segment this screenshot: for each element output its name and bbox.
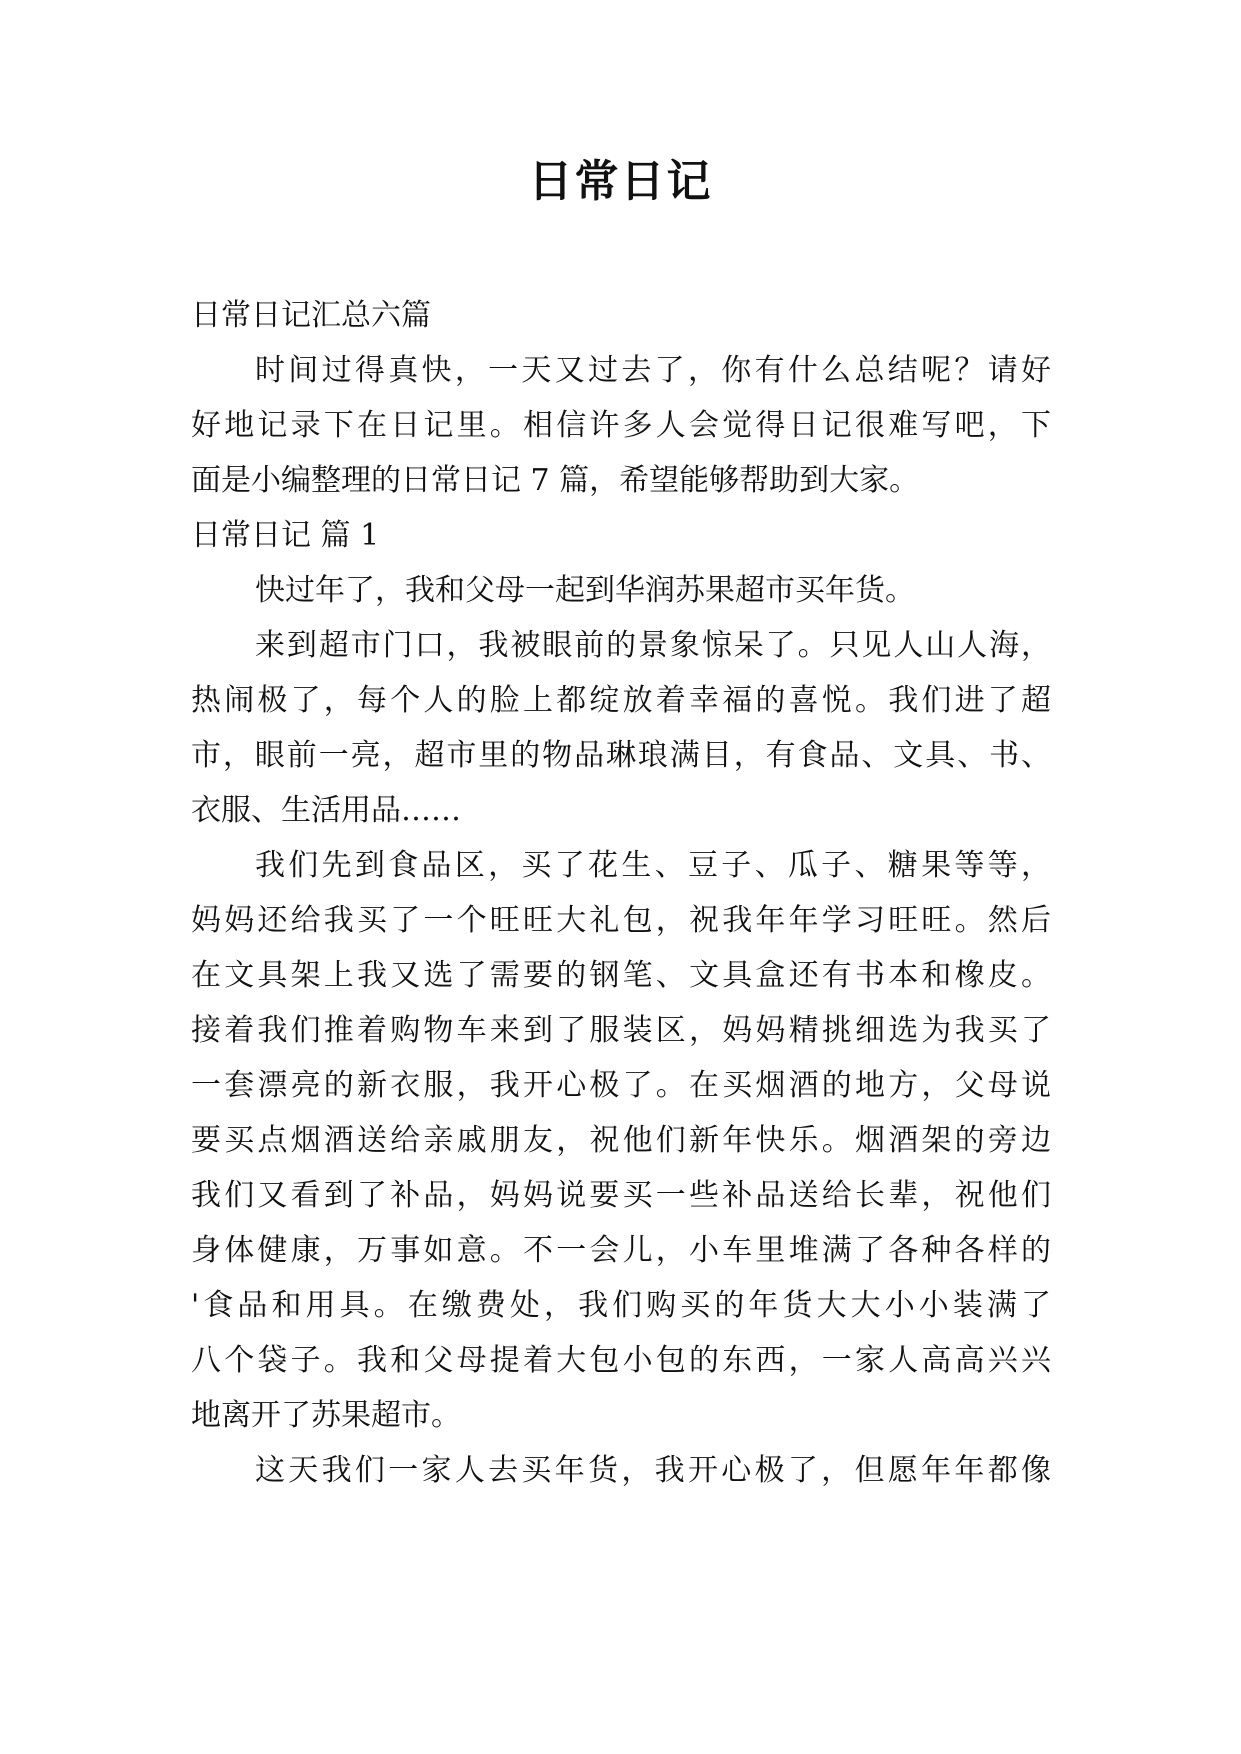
- text-line: 身体健康，万事如意。不一会儿，小车里堆满了各种各样的: [191, 1233, 1051, 1268]
- text-line: 地离开了苏果超市。: [191, 1398, 461, 1433]
- text-line: 衣服、生活用品……: [191, 793, 461, 828]
- text-line: 时间过得真快，一天又过去了，你有什么总结呢？请好: [255, 353, 1051, 388]
- text-line: 接着我们推着购物车来到了服装区，妈妈精挑细选为我买了: [191, 1013, 1051, 1048]
- text-line: 好地记录下在日记里。相信许多人会觉得日记很难写吧，下: [191, 408, 1051, 443]
- text-line: 一套漂亮的新衣服，我开心极了。在买烟酒的地方，父母说: [191, 1068, 1051, 1103]
- text-line: 面是小编整理的日常日记 7 篇，希望能够帮助到大家。: [191, 463, 920, 498]
- text-line: 这天我们一家人去买年货，我开心极了，但愿年年都像: [255, 1453, 1051, 1488]
- text-line: 日常日记 篇 1: [191, 518, 380, 553]
- text-line: 八个袋子。我和父母提着大包小包的东西，一家人高高兴兴: [191, 1343, 1051, 1378]
- text-line: 日常日记汇总六篇: [191, 298, 431, 333]
- text-line: 热闹极了，每个人的脸上都绽放着幸福的喜悦。我们进了超: [191, 683, 1051, 718]
- text-line: 要买点烟酒送给亲戚朋友，祝他们新年快乐。烟酒架的旁边: [191, 1123, 1051, 1158]
- text-line: 我们先到食品区，买了花生、豆子、瓜子、糖果等等，: [255, 848, 1051, 883]
- document-body: [191, 288, 1051, 1498]
- text-line: '食品和用具。在缴费处，我们购买的年货大大小小装满了: [191, 1288, 1051, 1323]
- text-line: 我们又看到了补品，妈妈说要买一些补品送给长辈，祝他们: [191, 1178, 1051, 1213]
- text-line: 快过年了，我和父母一起到华润苏果超市买年货。: [255, 573, 915, 608]
- text-line: 在文具架上我又选了需要的钢笔、文具盒还有书本和橡皮。: [191, 958, 1051, 993]
- document-title: 日常日记: [528, 156, 713, 207]
- text-line: 市，眼前一亮，超市里的物品琳琅满目，有食品、文具、书、: [191, 738, 1051, 773]
- text-line: 妈妈还给我买了一个旺旺大礼包，祝我年年学习旺旺。然后: [191, 903, 1051, 938]
- text-line: 来到超市门口，我被眼前的景象惊呆了。只见人山人海，: [255, 628, 1051, 663]
